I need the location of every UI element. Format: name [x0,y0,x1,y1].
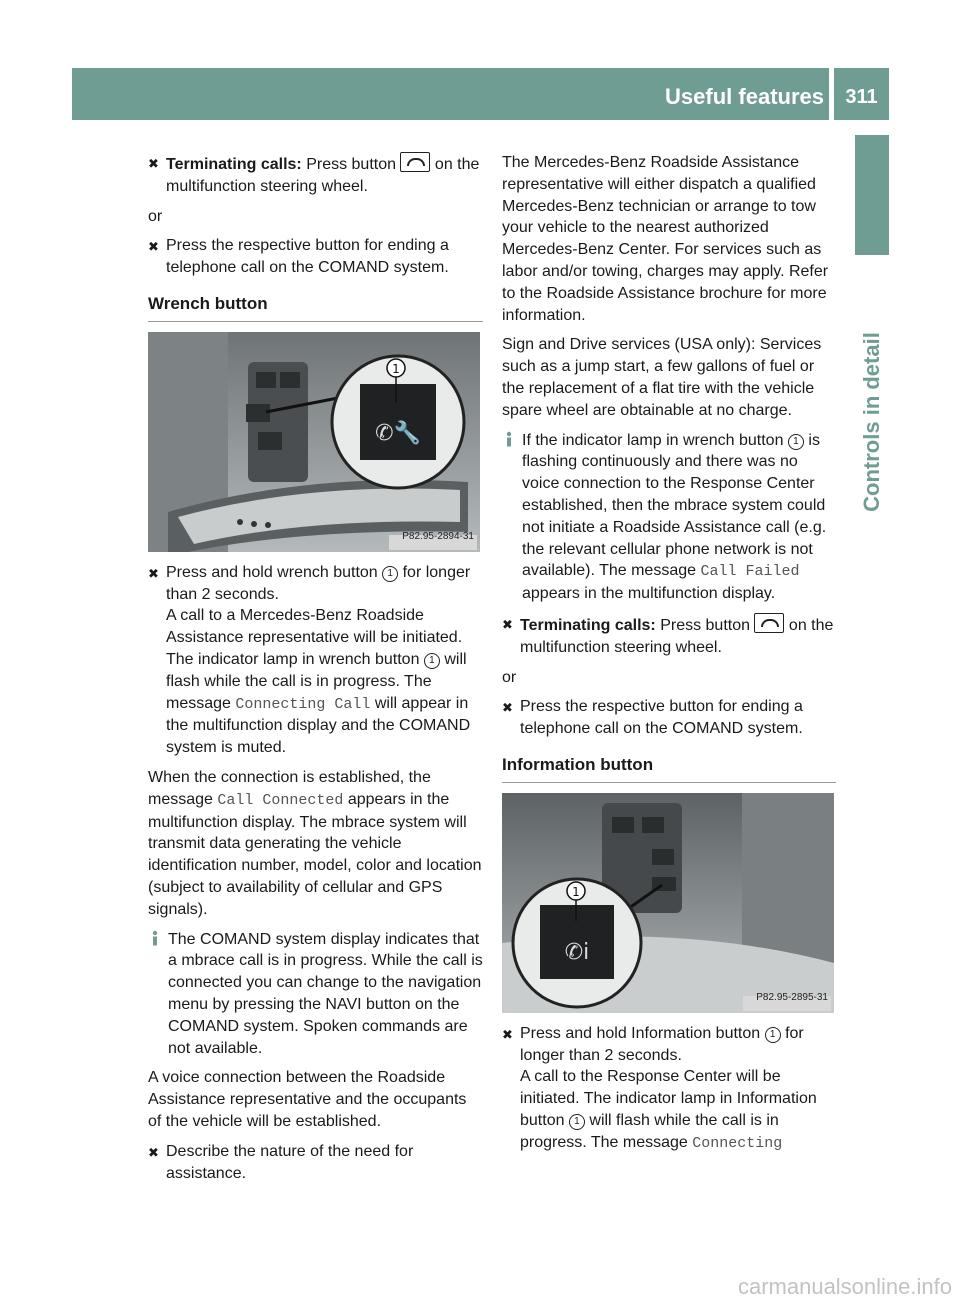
svg-text:1: 1 [572,884,580,899]
voice-paragraph: A voice connection between the Roadside Assistance representative and the occupants of the vehicle will be established. [148,1069,467,1130]
callout-1-icon: 1 [569,1114,585,1130]
press-respective-step: ✖ Press the respective button for ending a telephone call on the COMAND system. [502,698,803,738]
display-message: Call Failed [700,563,800,581]
or-text: or [502,668,517,686]
svg-text:1: 1 [392,361,400,376]
hold-wrench-step: ✖ Press and hold wrench button 1 for longer than 2 seconds. A call to a Mercedes-Benz Roadside Assistance representative will be initiated. The indicator lamp in wrench button 1 will flash while the call is in progress. The message Connecting Call will appear in the multifunction display and the COMAND system is muted. [148,563,471,757]
hang-up-icon [754,613,784,633]
sign-drive-paragraph: Sign and Drive services (USA only): Services such as a jump start, a few gallons of fuel or the replacement of a flat tire with the vehicle spare wheel are obtainable at no charge. [502,336,822,419]
display-message: Connecting Call [235,695,371,713]
hang-up-icon [400,152,430,172]
side-label: Controls in detail [859,332,884,512]
callout-1-icon: 1 [765,1027,781,1043]
step-arrow-icon: ✖ [148,565,159,581]
information-heading: Information button [502,754,836,783]
svg-text:✆i: ✆i [564,939,590,965]
section-title: Useful features [665,84,824,109]
step-arrow-icon: ✖ [148,1144,159,1160]
hold-information-step: ✖ Press and hold Information button 1 for longer than 2 seconds. A call to the Response Center will be initiated. The indicator lamp in Information button 1 will flash while the call is in progress. The message Connecting [502,1024,817,1152]
info-icon [502,431,516,447]
left-column [148,152,483,1192]
step-arrow-icon: ✖ [502,1026,513,1042]
wrench-button-illustration [148,332,480,552]
callout-1-icon: 1 [382,566,398,582]
describe-step: ✖ Describe the nature of the need for assistance. [148,1142,414,1182]
callout-1-icon: 1 [424,653,440,669]
terminate-step: ✖ Terminating calls: Press button on the multifunction steering wheel. [148,152,483,198]
photo-caption: P82.95-2894-31 [402,530,474,542]
callout-1-icon: 1 [788,434,804,450]
or-text: or [148,207,163,225]
display-message: Connecting [692,1134,783,1152]
wrench-heading: Wrench button [148,293,483,322]
side-tab [855,135,889,255]
info-note: If the indicator lamp in wrench button 1 is flashing continuously and there was no voice connection to the Response Center established, then the mbrace system could not initiate a Roadside Assistance call (e.g. the relevant cellular phone network is not available). The message Call Failed appears in the multifunction display. [502,430,836,605]
info-icon [148,930,162,946]
wrench-photo [148,332,480,552]
step-arrow-icon: ✖ [148,239,159,255]
information-photo [502,793,834,1013]
watermark: carmanualsonline.info [737,1274,952,1299]
step-arrow-icon: ✖ [502,700,513,716]
right-column [502,152,836,1163]
page-number: 311 [845,86,878,108]
representative-paragraph: The Mercedes-Benz Roadside Assistance representative will either dispatch a qualified Mercedes-Benz technician or arrange to tow your vehicle to the nearest authorized Mercedes-Benz Center. For services such as labor and/or towing, charges may apply. Refer to the Roadside Assistance brochure for more information. [502,154,829,324]
connection-paragraph: When the connection is established, the message Call Connected appears in the multifunction display. The mbrace system will transmit data generating the vehicle identification number, model, color and location (subject to availability of cellular and GPS signals). [148,768,482,918]
step-arrow-icon: ✖ [148,156,159,171]
terminate-step: ✖ Terminating calls: Press button on the multifunction steering wheel. [502,613,836,659]
display-message: Call Connected [217,791,344,809]
press-respective-step: ✖ Press the respective button for ending a telephone call on the COMAND system. [148,237,449,277]
information-button-illustration [502,793,834,1013]
info-note: The COMAND system display indicates that a mbrace call is in progress. While the call is connected you can change to the navigation menu by pressing the NAVI button on the COMAND system. Spoken commands are not available. [148,929,483,1060]
svg-text:✆🔧: ✆🔧 [375,420,421,446]
step-arrow-icon: ✖ [502,616,513,632]
photo-caption: P82.95-2895-31 [756,991,828,1003]
